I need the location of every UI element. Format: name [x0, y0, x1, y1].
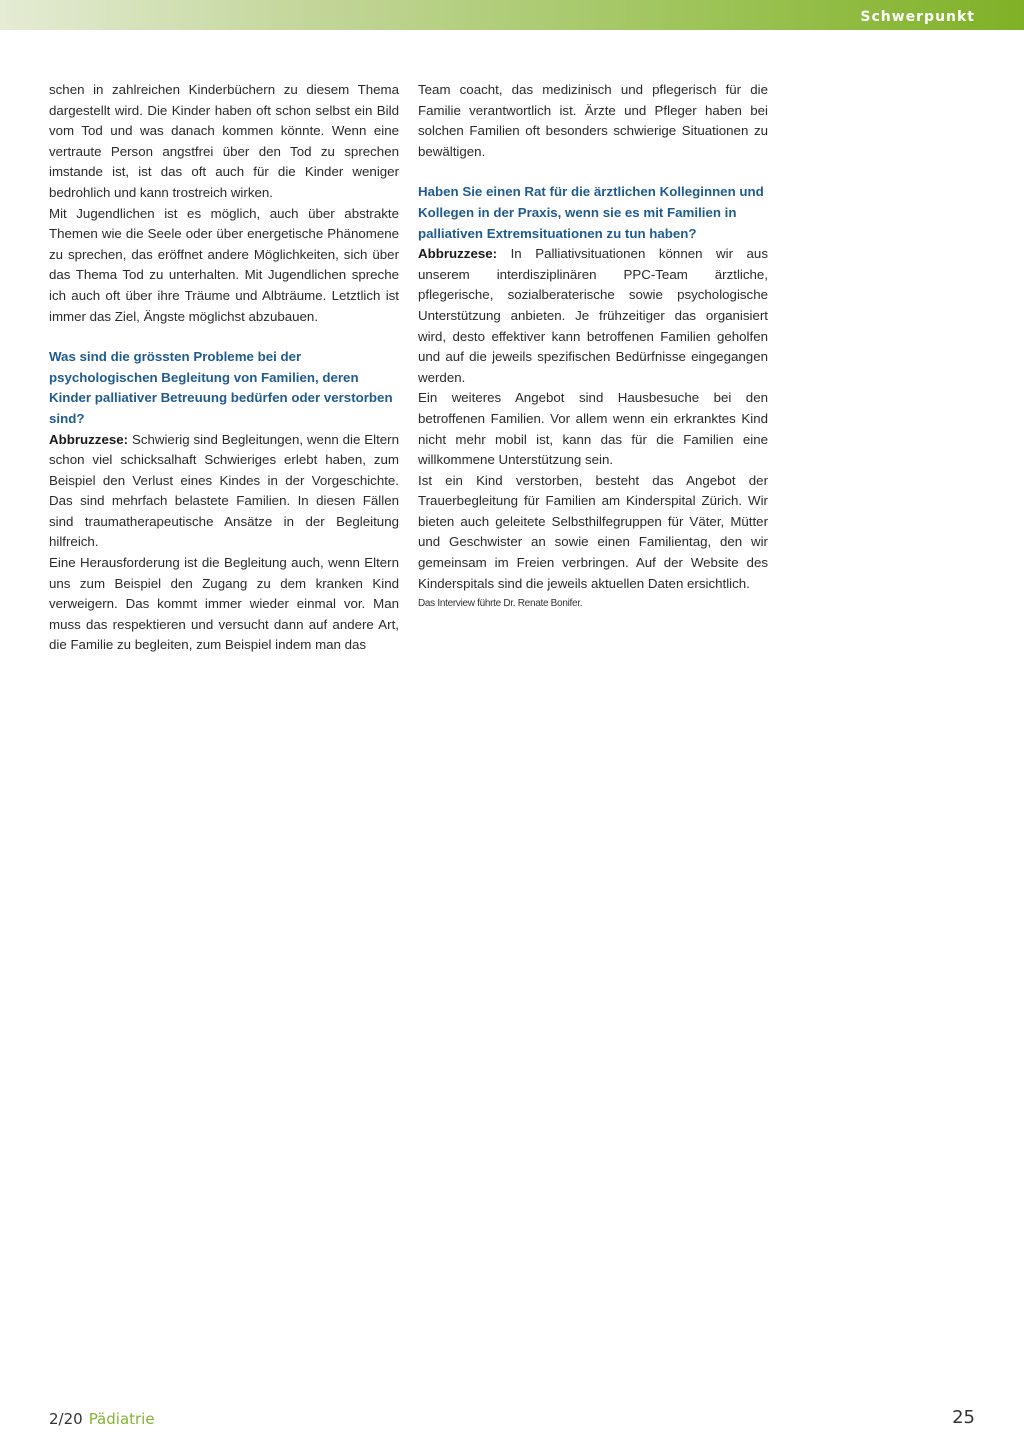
journal-name: Pädiatrie [88, 1410, 155, 1428]
issue-number: 2/20 [49, 1410, 83, 1428]
answer-text: In Palliativsituationen können wir aus unserem interdisziplinären PPC-Team ärztliche, pflegerische, sozialberaterische sowie psychologische Unterstützung anbieten. Je frühzeitiger das organisiert wird, desto effektiver kann betroffenen Familien geholfen und auf die jeweils spezifischen Bedürfnisse eingegangen werden. [418, 246, 768, 385]
answer-paragraph [49, 430, 399, 554]
interview-question: Haben Sie einen Rat für die ärztlichen Kolleginnen und Kollegen in der Praxis, wenn sie es mit Familien in palliativen Extremsituationen zu tun haben? [418, 184, 764, 241]
interview-question: Was sind die grössten Probleme bei der psychologischen Begleitung von Familien, deren Kinder palliativer Betreuung bedürfen oder verstorben sind? [49, 349, 393, 426]
page-number: 25 [952, 1407, 975, 1428]
speaker-name: Abbruzzese: [49, 431, 129, 447]
article-column-right [418, 80, 768, 615]
article-column-left [49, 80, 399, 656]
paragraph: Mit Jugendlichen ist es möglich, auch über abstrakte Themen wie die Seele oder über energetische Phänomene zu sprechen, das eröffnet andere Möglichkeiten, sich über das Thema Tod zu unterhalten. Mit Jugendlichen spreche ich auch oft über ihre Träume und Albträume. Letztlich ist immer das Ziel, Ängste möglichst abzubauen. [49, 205, 399, 324]
speaker-name: Abbruzzese: [418, 246, 498, 262]
paragraph: schen in zahlreichen Kinderbüchern zu diesem Thema dargestellt wird. Die Kinder haben oft schon selbst ein Bild vom Tod und was danach kommen könnte. Wenn eine vertraute Person angstfrei über den Tod zu sprechen imstande ist, ist das oft auch für die Kinder weniger bedrohlich und kann trostreich wirken. [49, 82, 399, 200]
answer-text: Schwierig sind Begleitungen, wenn die Eltern schon viel schicksalhaft Schwieriges erlebt haben, zum Beispiel den Verlust eines Kindes in der Vorgeschichte. Das sind mehrfach belastete Familien. In diesen Fällen sind traumatherapeutische Ansätze in der Begleitung hilfreich. [49, 431, 399, 550]
interview-credit: Das Interview führte Dr. Renate Bonifer. [418, 598, 583, 610]
paragraph: Eine Herausforderung ist die Begleitung auch, wenn Eltern uns zum Beispiel den Zugang zu dem kranken Kind verweigern. Das kommt immer wieder einmal vor. Man muss das respektieren und versucht dann auf andere Art, die Familie zu begleiten, zum Beispiel indem man das [49, 555, 399, 653]
paragraph: Team coacht, das medizinisch und pflegerisch für die Familie verantwortlich ist. Ärzte und Pfleger haben bei solchen Familien oft besonders schwierige Situationen zu bewältigen. [418, 82, 768, 159]
answer-paragraph [418, 244, 768, 388]
section-header-bar [0, 0, 1024, 30]
footer-issue [49, 1410, 155, 1428]
paragraph: Ist ein Kind verstorben, besteht das Angebot der Trauerbegleitung für Familien am Kinderspital Zürich. Wir bieten auch geleitete Selbsthilfegruppen für Väter, Mütter und Geschwister an sowie einen Familientag, den wir gemeinsam im Freien verbringen. Auf der Website des Kinderspitals sind die jeweils aktuellen Daten ersichtlich. [418, 472, 768, 591]
section-label: Schwerpunkt [860, 9, 975, 25]
paragraph: Ein weiteres Angebot sind Hausbesuche bei den betroffenen Familien. Vor allem wenn ein erkranktes Kind nicht mehr mobil ist, kann das für die Familien eine willkommene Unterstützung sein. [418, 390, 768, 468]
